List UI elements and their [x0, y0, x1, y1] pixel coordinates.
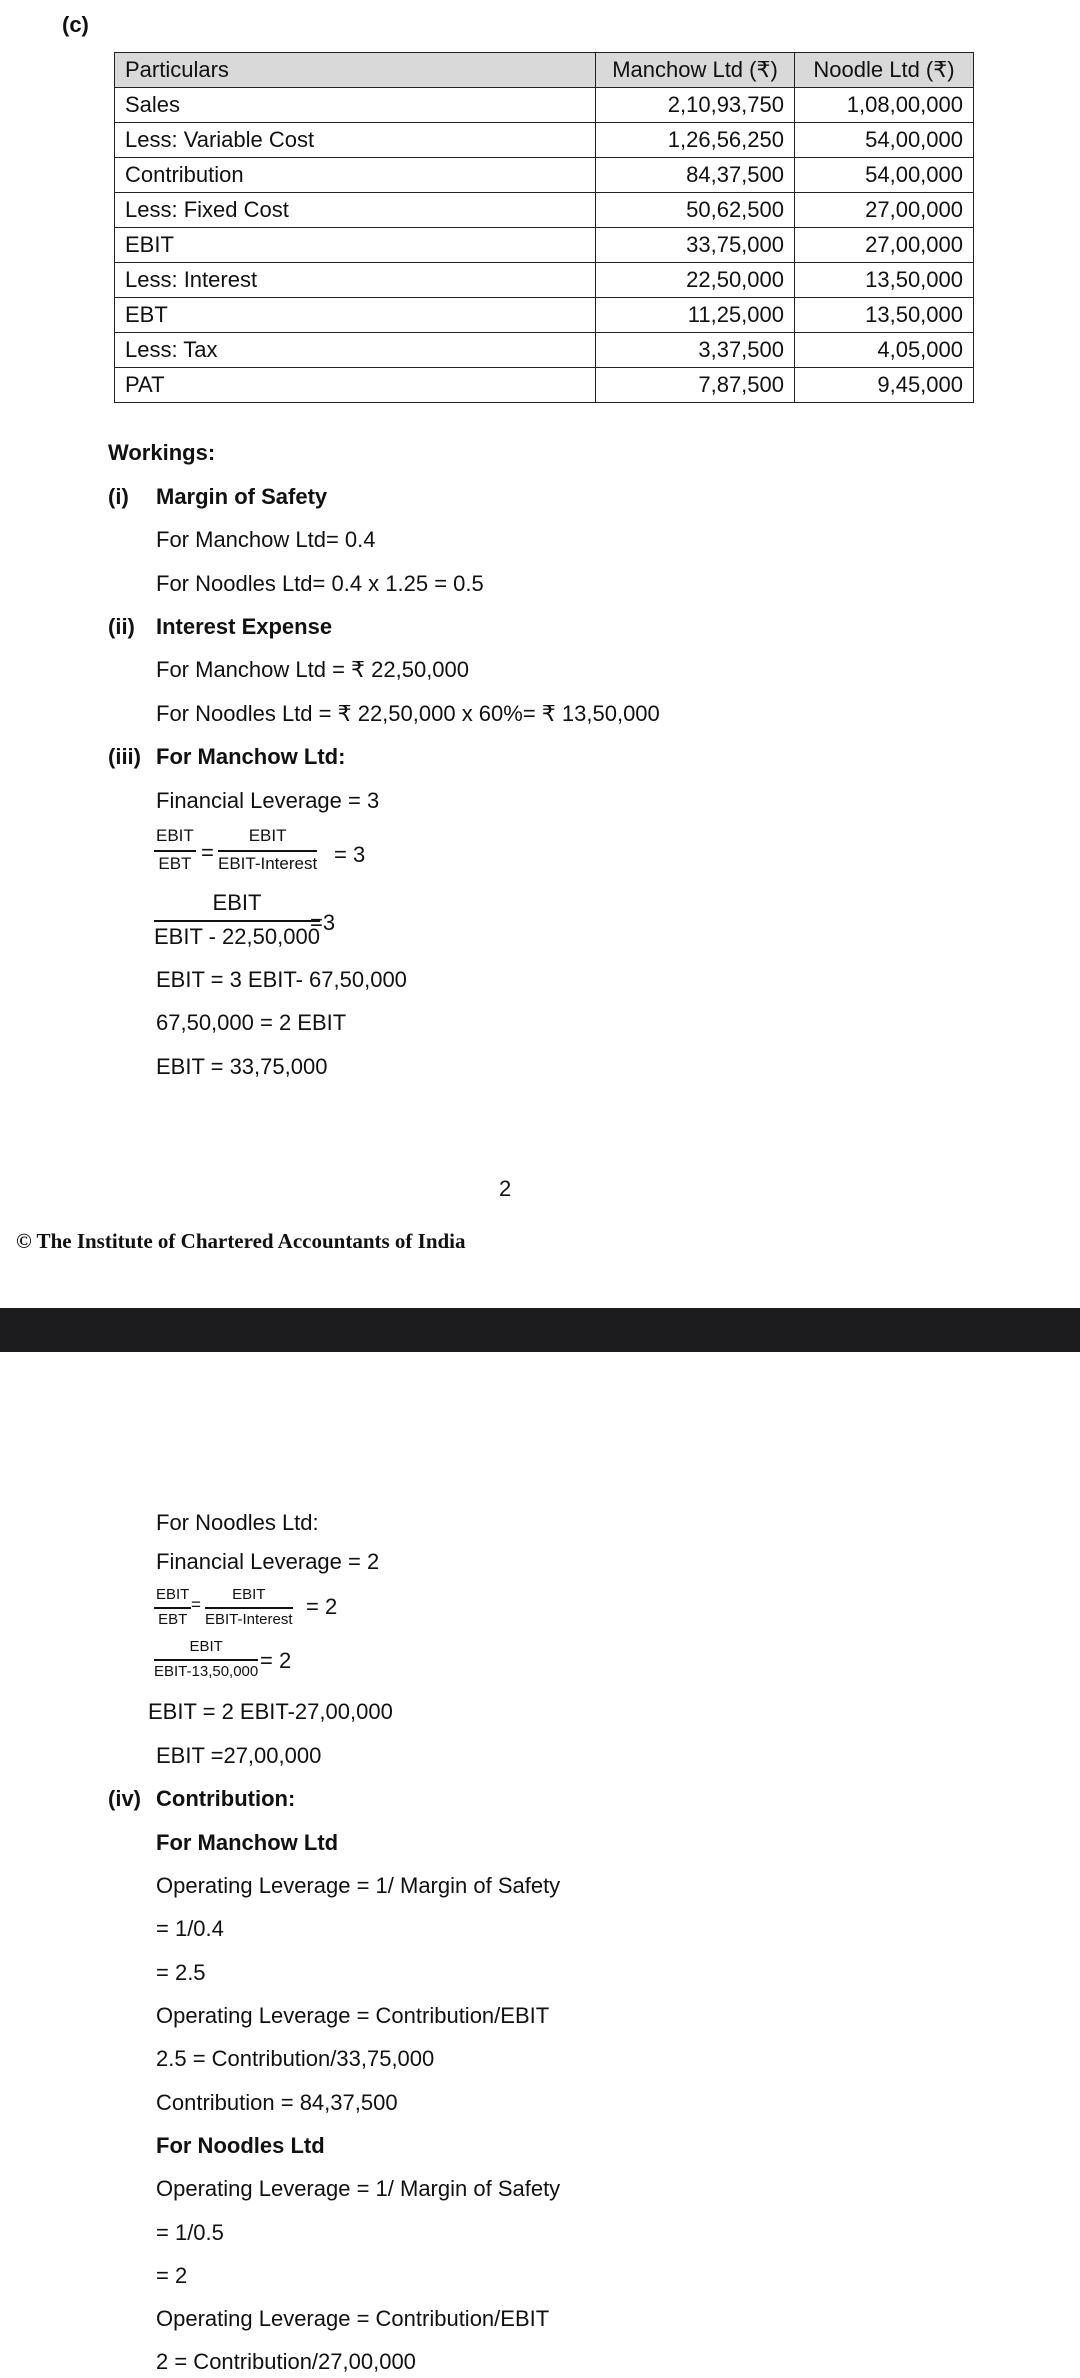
equals-sign: = — [201, 840, 214, 865]
workings-heading: Workings: — [108, 440, 216, 465]
table-row — [115, 333, 974, 368]
table-row — [115, 228, 974, 263]
table-row — [115, 368, 974, 403]
fraction — [218, 826, 317, 874]
working-line: Contribution = 84,37,500 — [156, 2090, 398, 2115]
table-cell: Less: Fixed Cost — [115, 193, 596, 228]
working-line: = 1/0.4 — [156, 1916, 224, 1941]
table-row — [115, 193, 974, 228]
table-header-row — [115, 53, 974, 88]
column-header: Manchow Ltd (₹) — [596, 53, 795, 88]
table-cell: 13,50,000 — [795, 298, 974, 333]
fraction-numerator: EBIT — [218, 826, 317, 852]
fraction-numerator: EBIT — [205, 1586, 293, 1609]
working-line: Financial Leverage = 3 — [156, 788, 380, 813]
working-line: For Manchow Ltd= 0.4 — [156, 527, 376, 552]
working-title: Interest Expense — [156, 614, 333, 639]
working-line: EBIT = 3 EBIT- 67,50,000 — [156, 967, 407, 992]
table-cell: EBT — [115, 298, 596, 333]
working-title: Contribution: — [156, 1786, 296, 1811]
fraction-result: = 3 — [334, 842, 366, 867]
table-cell: 27,00,000 — [795, 193, 974, 228]
working-line: For Noodles Ltd = ₹ 22,50,000 x 60%= ₹ 13,50,000 — [156, 701, 660, 726]
working-line: Operating Leverage = Contribution/EBIT — [156, 2306, 550, 2331]
fraction — [154, 1638, 258, 1680]
table-cell: 13,50,000 — [795, 263, 974, 298]
fraction-denominator: EBT — [158, 854, 192, 873]
working-line: EBIT =27,00,000 — [156, 1743, 322, 1768]
table-cell: 9,45,000 — [795, 368, 974, 403]
table-cell: 54,00,000 — [795, 123, 974, 158]
subsection-title: For Manchow Ltd — [156, 1830, 339, 1855]
table-cell: 84,37,500 — [596, 158, 795, 193]
page-number: 2 — [499, 1176, 512, 1201]
table-cell: Less: Tax — [115, 333, 596, 368]
table-row — [115, 298, 974, 333]
working-title: Margin of Safety — [156, 484, 328, 509]
subsection-title: For Noodles Ltd — [156, 2133, 325, 2158]
table-cell: 4,05,000 — [795, 333, 974, 368]
working-title: For Manchow Ltd: — [156, 744, 346, 769]
fraction-denominator: EBIT-Interest — [205, 1611, 293, 1628]
fraction — [154, 890, 320, 950]
working-number: (iv) — [108, 1786, 141, 1811]
working-line: EBIT = 2 EBIT-27,00,000 — [148, 1699, 393, 1724]
fraction — [205, 1586, 293, 1628]
table-cell: 11,25,000 — [596, 298, 795, 333]
table-cell: Contribution — [115, 158, 596, 193]
working-number: (i) — [108, 484, 129, 509]
table-cell: 2,10,93,750 — [596, 88, 795, 123]
working-line: Operating Leverage = 1/ Margin of Safety — [156, 1873, 561, 1898]
fraction-denominator: EBIT-13,50,000 — [154, 1663, 259, 1680]
fraction — [154, 1586, 191, 1628]
table-cell: 22,50,000 — [596, 263, 795, 298]
table-row — [115, 88, 974, 123]
table-cell: 33,75,000 — [596, 228, 795, 263]
working-line: Operating Leverage = 1/ Margin of Safety — [156, 2176, 561, 2201]
working-line: = 2.5 — [156, 1960, 206, 1985]
fraction-result: = 2 — [260, 1648, 292, 1673]
fraction-denominator: EBIT-Interest — [218, 854, 318, 873]
working-line: Financial Leverage = 2 — [156, 1549, 380, 1574]
table-cell: 3,37,500 — [596, 333, 795, 368]
fraction-denominator: EBT — [158, 1611, 188, 1628]
table-row — [115, 263, 974, 298]
fraction-result: =3 — [310, 910, 336, 935]
fraction-numerator: EBIT — [154, 1638, 258, 1661]
column-header: Noodle Ltd (₹) — [795, 53, 974, 88]
fraction-result: = 2 — [306, 1594, 338, 1619]
working-number: (ii) — [108, 614, 135, 639]
fraction — [154, 826, 196, 874]
working-line: For Manchow Ltd = ₹ 22,50,000 — [156, 657, 470, 682]
table-row — [115, 158, 974, 193]
table-cell: EBIT — [115, 228, 596, 263]
fraction-numerator: EBIT — [154, 1586, 191, 1609]
working-line: = 2 — [156, 2263, 188, 2288]
table-cell: Less: Interest — [115, 263, 596, 298]
table-cell: PAT — [115, 368, 596, 403]
working-line: = 1/0.5 — [156, 2220, 224, 2245]
income-statement-table — [114, 52, 974, 403]
table-cell: 50,62,500 — [596, 193, 795, 228]
copyright-notice: © The Institute of Chartered Accountants of India — [16, 1229, 466, 1253]
working-title: For Noodles Ltd: — [156, 1510, 319, 1535]
page-separator-bar — [0, 1308, 1080, 1352]
fraction-numerator: EBIT — [154, 826, 196, 852]
table-cell: 54,00,000 — [795, 158, 974, 193]
table-cell: 1,08,00,000 — [795, 88, 974, 123]
working-number: (iii) — [108, 744, 141, 769]
table-cell: 1,26,56,250 — [596, 123, 795, 158]
fraction-denominator: EBIT - 22,50,000 — [154, 924, 320, 949]
table-cell: Less: Variable Cost — [115, 123, 596, 158]
working-line: Operating Leverage = Contribution/EBIT — [156, 2003, 550, 2028]
column-header: Particulars — [115, 53, 596, 88]
table-row — [115, 123, 974, 158]
working-line: EBIT = 33,75,000 — [156, 1054, 328, 1079]
working-line: For Noodles Ltd= 0.4 x 1.25 = 0.5 — [156, 571, 484, 596]
working-line: 2 = Contribution/27,00,000 — [156, 2349, 416, 2374]
working-line: 67,50,000 = 2 EBIT — [156, 1010, 347, 1035]
part-label: (c) — [62, 12, 89, 37]
working-line: 2.5 = Contribution/33,75,000 — [156, 2046, 435, 2071]
fraction-numerator: EBIT — [154, 890, 320, 922]
table-cell: 27,00,000 — [795, 228, 974, 263]
table-cell: 7,87,500 — [596, 368, 795, 403]
table-cell: Sales — [115, 88, 596, 123]
equals-sign: = — [191, 1595, 201, 1614]
